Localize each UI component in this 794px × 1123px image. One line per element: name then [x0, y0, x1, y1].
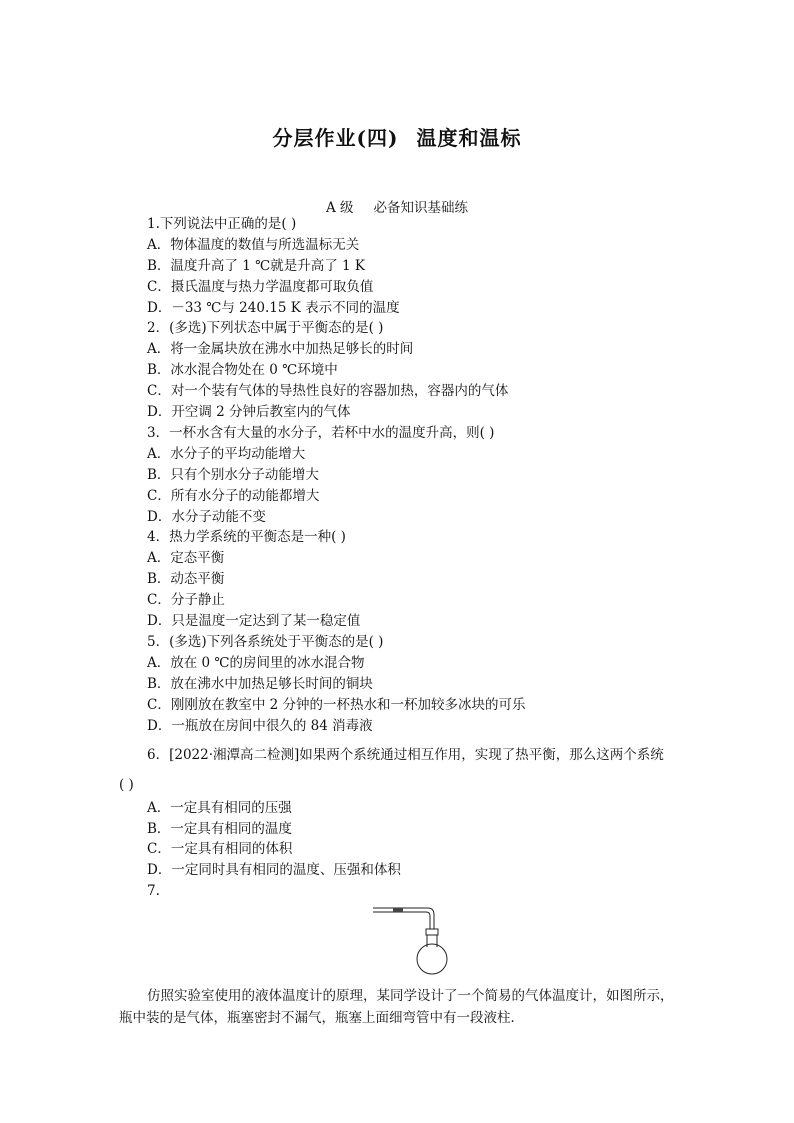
question-1-option-c: C．摄氏温度与热力学温度都可取负值	[147, 279, 374, 295]
question-3-stem: 3．一杯水含有大量的水分子，若杯中水的温度升高，则( )	[147, 425, 495, 441]
gas-thermometer-figure	[368, 903, 478, 979]
page-title	[0, 122, 794, 151]
question-7-line-2: 瓶中装的是气体，瓶塞密封不漏气，瓶塞上面细弯管中有一段液柱．	[119, 1010, 524, 1026]
question-5-option-d: D．一瓶放在房间中很久的 84 消毒液	[147, 718, 373, 734]
question-5-stem: 5．(多选)下列各系统处于平衡态的是( )	[147, 634, 384, 650]
question-6-option-b: B．一定具有相同的温度	[147, 821, 292, 837]
liquid-column	[393, 908, 403, 912]
question-6-stem: 6．[2022·湘潭高二检测]如果两个系统通过相互作用，实现了热平衡，那么这两个系统	[147, 747, 664, 763]
question-6-option-c: C．一定具有相同的体积	[147, 841, 293, 857]
question-4-option-b: B．动态平衡	[147, 571, 225, 587]
question-2-option-c: C．对一个装有气体的导热性良好的容器加热，容器内的气体	[147, 383, 509, 399]
question-3-option-b: B．只有个别水分子动能增大	[147, 467, 319, 483]
question-4-stem: 4．热力学系统的平衡态是一种( )	[147, 529, 346, 545]
question-4-option-a: A．定态平衡	[147, 550, 225, 566]
question-4-option-d: D．只是温度一定达到了某一稳定值	[147, 613, 361, 629]
question-6-paren: ( )	[119, 777, 134, 793]
question-5-option-b: B．放在沸水中加热足够长时间的铜块	[147, 676, 373, 692]
question-2-option-a: A．将一金属块放在沸水中加热足够长的时间	[147, 341, 414, 357]
title-sub: 温度和温标	[416, 126, 522, 150]
question-4-option-c: C．分子静止	[147, 592, 225, 608]
question-7-paragraph	[119, 985, 679, 1029]
question-1-option-b: B．温度升高了 1 ℃就是升高了 1 K	[147, 258, 365, 274]
question-6-option-a: A．一定具有相同的压强	[147, 800, 292, 816]
question-2-stem: 2．(多选)下列状态中属于平衡态的是( )	[147, 320, 384, 336]
title-main: 分层作业(四)	[272, 126, 399, 150]
stopper	[426, 929, 438, 935]
question-2-option-b: B．冰水混合物处在 0 ℃环境中	[147, 362, 338, 378]
question-1-stem: 1.下列说法中正确的是( )	[147, 216, 297, 232]
question-1-option-a: A．物体温度的数值与所选温标无关	[147, 237, 360, 253]
question-3-option-c: C．所有水分子的动能都增大	[147, 488, 320, 504]
flask-bulb	[417, 944, 447, 974]
question-3-option-d: D．水分子动能不变	[147, 509, 266, 525]
question-7-number: 7.	[147, 883, 160, 899]
question-1-option-d: D．－33 ℃与 240.15 K 表示不同的温度	[147, 300, 400, 316]
level-label: A 级	[325, 200, 354, 216]
section-heading	[0, 196, 794, 216]
level-name: 必备知识基础练	[373, 200, 469, 216]
question-5-option-a: A．放在 0 ℃的房间里的冰水混合物	[147, 655, 365, 671]
tube-bend-inner	[426, 912, 430, 931]
question-7-line-1: 仿照实验室使用的液体温度计的原理，某同学设计了一个简易的气体温度计，如图所示，	[147, 988, 674, 1004]
question-6-option-d: D．一定同时具有相同的温度、压强和体积	[147, 862, 401, 878]
question-5-option-c: C．刚刚放在教室中 2 分钟的一杯热水和一杯加较多冰块的可乐	[147, 697, 526, 713]
question-3-option-a: A．水分子的平均动能增大	[147, 446, 306, 462]
question-2-option-d: D．开空调 2 分钟后教室内的气体	[147, 404, 351, 420]
tube-bend-outer	[428, 908, 434, 931]
